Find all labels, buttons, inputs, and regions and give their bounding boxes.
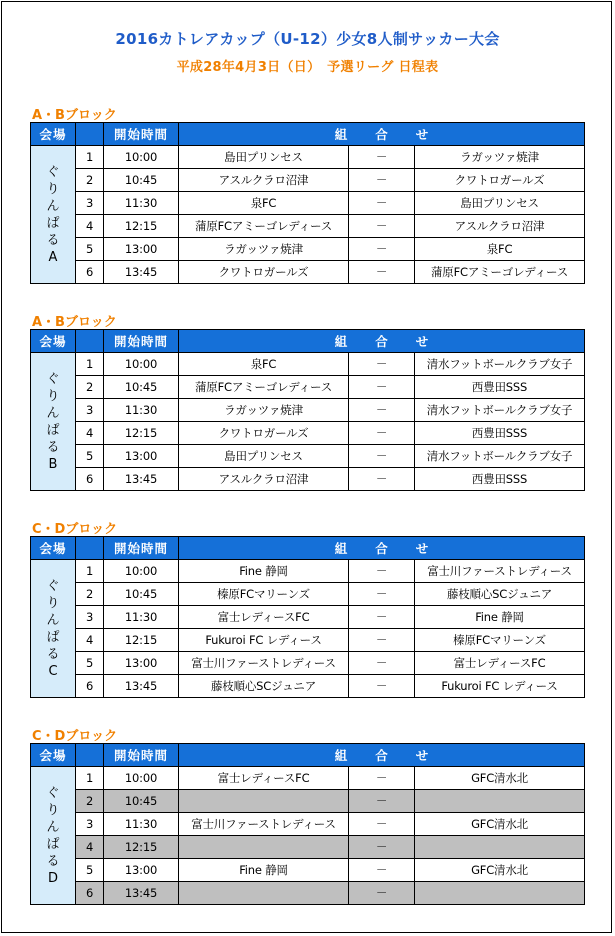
matchup-header [179,330,585,353]
away-team: 西豊田SSS [415,422,585,445]
start-time: 13:00 [104,238,179,261]
venue-char: ぐ [46,578,60,594]
venue-header: 会場 [31,537,76,560]
start-time: 11:30 [104,192,179,215]
header-row [31,537,585,560]
start-time: 10:00 [104,767,179,790]
matchup-header-char: 合 [375,127,388,142]
venue-char: A [48,249,58,265]
block-label: A・Bブロック [32,315,117,330]
home-team: クワトロガールズ [179,261,349,284]
home-team: 泉FC [179,192,349,215]
versus-dash: － [349,652,415,675]
header-row [31,123,585,146]
start-time: 13:00 [104,445,179,468]
venue-char: C [48,663,58,679]
match-number: 4 [76,629,104,652]
matchup-header-char: せ [415,334,429,349]
venue-char: り [46,388,60,404]
schedule-table [30,743,585,905]
start-time: 10:00 [104,353,179,376]
matchup-header-char: せ [415,541,429,556]
match-row [31,422,585,445]
away-team: 西豊田SSS [415,376,585,399]
away-team: 富士川ファーストレディース [415,560,585,583]
home-team: 島田プリンセス [179,445,349,468]
home-team [179,836,349,859]
block-label: C・Dブロック [32,522,118,537]
match-number: 2 [76,169,104,192]
match-number: 1 [76,353,104,376]
header-row [31,744,585,767]
match-row [31,560,585,583]
away-team: Fine 静岡 [415,606,585,629]
home-team: アスルクラロ沼津 [179,468,349,491]
matchup-header-char: 組 [334,334,348,349]
match-number: 6 [76,675,104,698]
venue-char: ぐ [46,371,60,387]
match-row [31,836,585,859]
venue-char: り [46,181,60,197]
matchup-header [179,537,585,560]
away-team: 清水フットボールクラブ女子 [415,353,585,376]
start-time: 12:15 [104,422,179,445]
start-time: 10:45 [104,169,179,192]
versus-dash: － [349,215,415,238]
home-team [179,882,349,905]
versus-dash: － [349,169,415,192]
home-team: 島田プリンセス [179,146,349,169]
match-number: 6 [76,261,104,284]
match-row [31,583,585,606]
home-team: 富士川ファーストレディース [179,813,349,836]
header-row [31,330,585,353]
venue-char: ぱ [46,836,60,852]
versus-dash: － [349,675,415,698]
matchup-header-char: 合 [375,541,388,556]
away-team: アスルクラロ沼津 [415,215,585,238]
match-row [31,146,585,169]
start-time: 10:45 [104,583,179,606]
away-team: 清水フットボールクラブ女子 [415,399,585,422]
home-team: 富士川ファーストレディース [179,652,349,675]
match-row [31,192,585,215]
matchup-header-char: 組 [334,748,348,763]
matchup-header-char: せ [415,748,429,763]
start-time: 12:15 [104,215,179,238]
versus-dash: － [349,583,415,606]
venue-char: る [46,853,60,869]
match-row [31,238,585,261]
match-row [31,399,585,422]
versus-dash: － [349,353,415,376]
venue-char: ぐ [46,785,60,801]
start-time: 10:00 [104,560,179,583]
versus-dash: － [349,146,415,169]
match-row [31,261,585,284]
start-time: 11:30 [104,399,179,422]
venue-char: ん [46,612,60,628]
schedule-table [30,329,585,491]
home-team: Fine 静岡 [179,560,349,583]
time-header: 開始時間 [104,123,179,146]
match-row [31,606,585,629]
page-subtitle: 平成28年4月3日（日） 予選リーグ 日程表 [176,60,439,75]
venue-cell [31,560,76,698]
match-number: 4 [76,836,104,859]
venue-char: る [46,646,60,662]
away-team: 榛原FCマリーンズ [415,629,585,652]
matchup-header [179,744,585,767]
time-header: 開始時間 [104,330,179,353]
match-number: 5 [76,238,104,261]
venue-cell [31,353,76,491]
start-time: 10:00 [104,146,179,169]
match-row [31,813,585,836]
match-row [31,790,585,813]
away-team: 清水フットボールクラブ女子 [415,445,585,468]
start-time: 13:45 [104,468,179,491]
versus-dash: － [349,422,415,445]
home-team [179,790,349,813]
versus-dash: － [349,192,415,215]
versus-dash: － [349,468,415,491]
venue-char: ぱ [46,422,60,438]
match-row [31,468,585,491]
match-row [31,376,585,399]
start-time: 13:00 [104,859,179,882]
match-number: 2 [76,583,104,606]
venue-char: ん [46,198,60,214]
home-team: ラガッツァ焼津 [179,399,349,422]
match-row [31,445,585,468]
venue-char: ぐ [46,164,60,180]
venue-char: り [46,595,60,611]
start-time: 13:45 [104,882,179,905]
versus-dash: － [349,606,415,629]
away-team: GFC清水北 [415,859,585,882]
matchup-header-char: 組 [334,127,348,142]
match-row [31,629,585,652]
home-team: 富士レディースFC [179,767,349,790]
away-team [415,790,585,813]
match-number: 6 [76,882,104,905]
match-number: 3 [76,192,104,215]
number-header [76,537,104,560]
match-number: 1 [76,146,104,169]
venue-char: る [46,232,60,248]
start-time: 13:45 [104,261,179,284]
versus-dash: － [349,813,415,836]
away-team: ラガッツァ焼津 [415,146,585,169]
match-row [31,882,585,905]
start-time: 11:30 [104,606,179,629]
block-label: A・Bブロック [32,108,117,123]
match-number: 1 [76,767,104,790]
time-header: 開始時間 [104,537,179,560]
away-team: GFC清水北 [415,767,585,790]
versus-dash: － [349,445,415,468]
venue-char: る [46,439,60,455]
match-number: 5 [76,859,104,882]
away-team: 泉FC [415,238,585,261]
home-team: 藤枝順心SCジュニア [179,675,349,698]
away-team: 蒲原FCアミーゴレディース [415,261,585,284]
away-team: GFC清水北 [415,813,585,836]
number-header [76,123,104,146]
away-team: 島田プリンセス [415,192,585,215]
number-header [76,330,104,353]
away-team [415,836,585,859]
match-row [31,675,585,698]
home-team: アスルクラロ沼津 [179,169,349,192]
matchup-header-char: せ [415,127,429,142]
versus-dash: － [349,767,415,790]
start-time: 12:15 [104,836,179,859]
venue-header: 会場 [31,330,76,353]
match-number: 4 [76,422,104,445]
number-header [76,744,104,767]
match-number: 3 [76,399,104,422]
start-time: 13:00 [104,652,179,675]
away-team: クワトロガールズ [415,169,585,192]
versus-dash: － [349,238,415,261]
home-team: 蒲原FCアミーゴレディース [179,215,349,238]
versus-dash: － [349,376,415,399]
venue-cell [31,146,76,284]
home-team: Fukuroi FC レディース [179,629,349,652]
match-row [31,859,585,882]
match-number: 3 [76,813,104,836]
venue-char: り [46,802,60,818]
away-team: 藤枝順心SCジュニア [415,583,585,606]
match-number: 2 [76,376,104,399]
versus-dash: － [349,836,415,859]
match-number: 1 [76,560,104,583]
schedule-table [30,122,585,284]
match-row [31,767,585,790]
home-team: 蒲原FCアミーゴレディース [179,376,349,399]
away-team: 西豊田SSS [415,468,585,491]
venue-char: ん [46,405,60,421]
start-time: 10:45 [104,376,179,399]
venue-char: D [47,870,58,886]
versus-dash: － [349,399,415,422]
match-row [31,215,585,238]
match-number: 5 [76,445,104,468]
home-team: 泉FC [179,353,349,376]
schedule-table [30,536,585,698]
venue-header: 会場 [31,123,76,146]
home-team: クワトロガールズ [179,422,349,445]
venue-char: ぱ [46,629,60,645]
home-team: 富士レディースFC [179,606,349,629]
versus-dash: － [349,261,415,284]
venue-cell [31,767,76,905]
home-team: 榛原FCマリーンズ [179,583,349,606]
start-time: 11:30 [104,813,179,836]
venue-header: 会場 [31,744,76,767]
start-time: 10:45 [104,790,179,813]
away-team: 富士レディースFC [415,652,585,675]
match-row [31,353,585,376]
time-header: 開始時間 [104,744,179,767]
match-number: 6 [76,468,104,491]
versus-dash: － [349,859,415,882]
match-number: 4 [76,215,104,238]
start-time: 13:45 [104,675,179,698]
block-label: C・Dブロック [32,729,118,744]
match-number: 5 [76,652,104,675]
away-team: Fukuroi FC レディース [415,675,585,698]
home-team: ラガッツァ焼津 [179,238,349,261]
match-row [31,652,585,675]
matchup-header [179,123,585,146]
matchup-header-char: 合 [375,748,388,763]
venue-char: ん [46,819,60,835]
venue-char: ぱ [46,215,60,231]
start-time: 12:15 [104,629,179,652]
home-team: Fine 静岡 [179,859,349,882]
venue-char: B [48,456,58,472]
away-team [415,882,585,905]
match-row [31,169,585,192]
versus-dash: － [349,882,415,905]
versus-dash: － [349,790,415,813]
matchup-header-char: 合 [375,334,388,349]
matchup-header-char: 組 [334,541,348,556]
page-title: 2016カトレアカップ（U-12）少女8人制サッカー大会 [115,30,500,48]
versus-dash: － [349,629,415,652]
match-number: 2 [76,790,104,813]
match-number: 3 [76,606,104,629]
versus-dash: － [349,560,415,583]
